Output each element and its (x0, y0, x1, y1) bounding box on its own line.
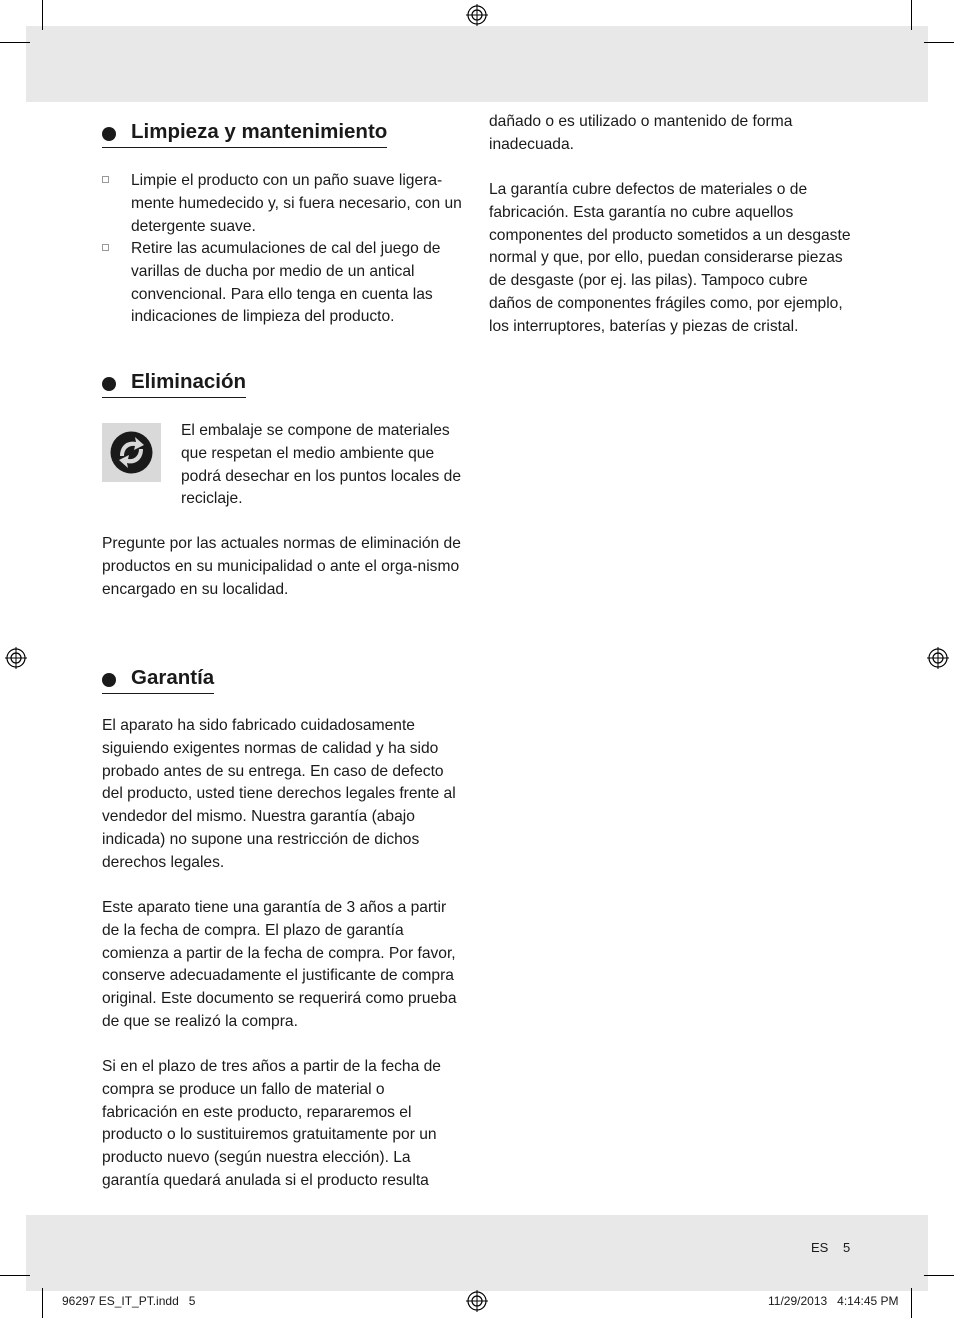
garantia-paragraph: Este aparato tiene una garantía de 3 años a partir de la fecha de compra. El plazo de garantía comienza a partir de la fecha de compra. Por favor, conserve adecuadamente el justificante de compra original. Este documento se requerirá como prueba de que se realizó la compra. (102, 899, 457, 1030)
section-heading-limpieza (102, 119, 387, 148)
section-heading-eliminacion (102, 369, 246, 398)
footer-band (26, 1215, 928, 1291)
file-slug: 96297 ES_IT_PT.indd 5 (62, 1294, 196, 1308)
eliminacion-paragraph: Pregunte por las actuales normas de eliminación de productos en su municipalidad o ante el orga-nismo encargado en su localidad. (102, 535, 461, 598)
section-title: Limpieza y mantenimiento (131, 119, 387, 148)
print-timestamp: 11/29/2013 4:14:45 PM (768, 1294, 899, 1308)
crop-mark (42, 0, 43, 30)
registration-mark-icon (466, 1290, 488, 1312)
crop-mark (911, 0, 912, 30)
registration-mark-icon (927, 647, 949, 669)
checkbox-bullet (102, 176, 109, 183)
garantia-paragraph: La garantía cubre defectos de materiales o de fabricación. Esta garantía no cubre aquellos componentes del producto sometidos a un desgaste normal y que, por ello, puedan considerarse piezas de desgaste (por ej. las pilas). Tampoco cubre daños de componentes frágiles como, por ejemplo, los interruptores, baterías y piezas de cristal. (489, 181, 851, 335)
list-item (102, 238, 462, 329)
page-number: 5 (843, 1240, 851, 1255)
list-item-text: Limpie el producto con un paño suave ligera-mente humedecido y, si fuera necesario, con un detergente suave. (131, 172, 462, 235)
crop-mark (924, 42, 954, 43)
crop-mark (911, 1288, 912, 1318)
heading-bullet (102, 127, 116, 141)
checkbox-bullet (102, 244, 109, 251)
crop-mark (0, 42, 30, 43)
heading-bullet (102, 673, 116, 687)
header-band (26, 26, 928, 102)
crop-mark (42, 1288, 43, 1318)
registration-mark-icon (5, 647, 27, 669)
garantia-paragraph: El aparato ha sido fabricado cuidadosamente siguiendo exigentes normas de calidad y ha sido probado antes de su entrega. En caso de defecto del producto, usted tiene derechos legales frente al vendedor del mismo. Nuestra garantía (abajo indicada) no supone una restricción de dichos derechos legales. (102, 717, 456, 871)
section-heading-garantia (102, 665, 214, 694)
language-code: ES (811, 1240, 829, 1255)
section-title: Garantía (131, 665, 214, 694)
crop-mark (924, 1275, 954, 1276)
garantia-paragraph: dañado o es utilizado o mantenido de forma inadecuada. (489, 113, 793, 153)
heading-bullet (102, 377, 116, 391)
garantia-paragraph: Si en el plazo de tres años a partir de la fecha de compra se produce un fallo de material o fabricación en este producto, repararemos el producto o lo sustituiremos gratuitamente por un producto nuevo (según nuestra elección). La garantía quedará anulada si el producto resulta (102, 1058, 441, 1189)
list-item (102, 170, 462, 238)
registration-mark-icon (466, 4, 488, 26)
recycle-logo (102, 423, 161, 482)
recycle-icon (102, 423, 161, 482)
recycle-text: El embalaje se compone de materiales que respetan el medio ambiente que podrá desechar en los puntos locales de reciclaje. (181, 422, 462, 508)
crop-mark (0, 1275, 30, 1276)
list-item-text: Retire las acumulaciones de cal del juego de varillas de ducha por medio de un antical convencional. Para ello tenga en cuenta las indicaciones de limpieza del producto. (131, 240, 441, 326)
section-title: Eliminación (131, 369, 246, 398)
